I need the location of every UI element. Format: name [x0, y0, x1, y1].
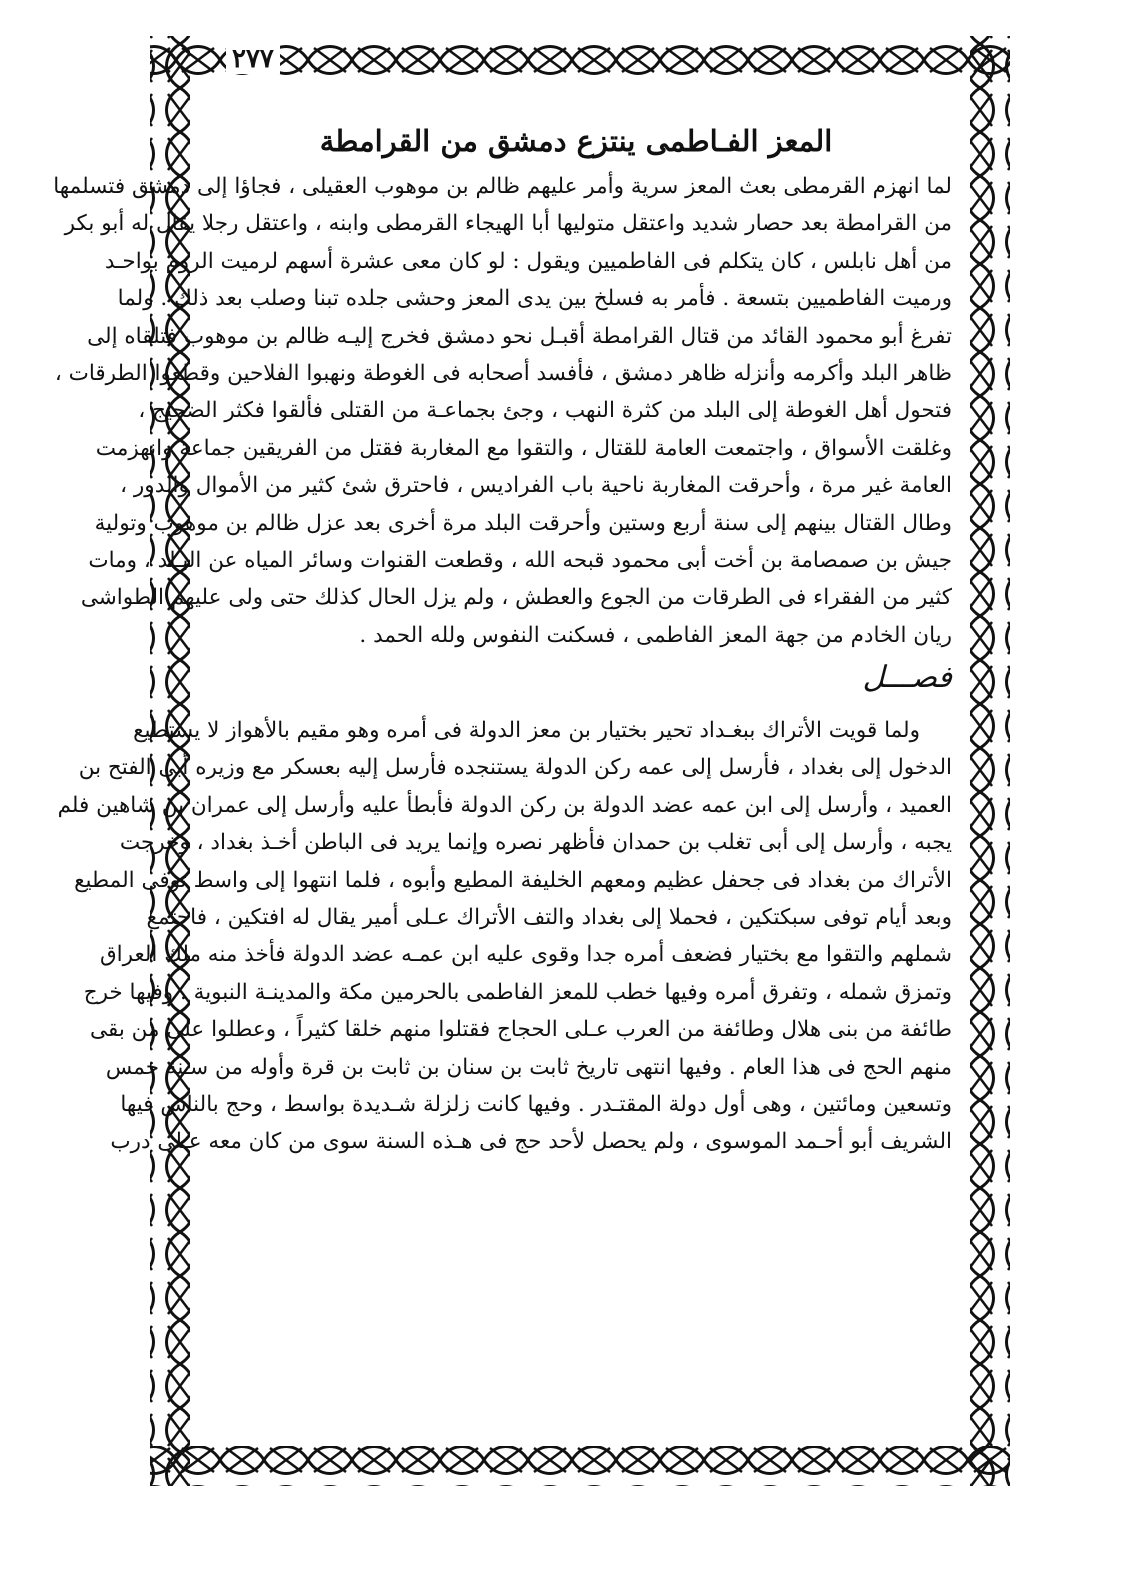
paragraph-2 [57, 712, 952, 1161]
paragraph-1 [53, 168, 952, 654]
text-line: شملهم والتقوا مع بختيار فضعف أمره جدا وقوى عليه ابن عمـه عضد الدولة فأخذ منه ملك العراق [99, 942, 952, 968]
text-line: من أهل نابلس ، كان يتكلم فى الفاطميين ويقول : لو كان معى عشرة أسهم لرميت الروم بواحـد [104, 248, 952, 274]
text-line: فتحول أهل الغوطة إلى البلد من كثرة النهب ، وجئ بجماعـة من القتلى فألقوا فكثر الضجيج ، [138, 398, 952, 424]
text-line: يجبه ، وأرسل إلى أبى تغلب بن حمدان فأظهر نصره وإنما يريد فى الباطن أخـذ بغداد ، وخرجت [119, 830, 952, 856]
text-line: الشريف أبو أحـمد الموسوى ، ولم يحصل لأحد حج فى هـذه السنة سوى من كان معه عـلى درب [110, 1129, 952, 1155]
text-line: كثير من الفقراء فى الطرقات من الجوع والعطش ، ولم يزل الحال كذلك حتى ولى عليهم الطواشى [80, 585, 952, 611]
chapter-title: المعز الفـاطمى ينتزع دمشق من القرامطة [319, 124, 833, 158]
text-line: منهم الحج فى هذا العام . وفيها انتهى تاريخ ثابت بن سنان بن ثابت بن قرة وأوله من سـنة خمس [105, 1054, 952, 1080]
text-line: وغلقت الأسواق ، واجتمعت العامة للقتال ، والتقوا مع المغاربة فقتل من الفريقين جماعة وانهزمت [95, 435, 952, 461]
text-line: ظاهر البلد وأكرمه وأنزله ظاهر دمشق ، فأفسد أصحابه فى الغوطة ونهبوا الفلاحين وقطعوا الطرقات ، [54, 360, 952, 386]
text-line: العامة غير مرة ، وأحرقت المغاربة ناحية باب الفراديس ، فاحترق شئ كثير من الأموال والدور ، [120, 473, 952, 499]
text-line: تفرغ أبو محمود القائد من قتال القرامطة أقبـل نحو دمشق فخرج إليـه ظالم بن موهوب فتلقاه إلى [87, 323, 952, 349]
text-line: وطال القتال بينهم إلى سنة أربع وستين وأحرقت البلد مرة أخرى بعد عزل ظالم بن موهوب وتولية [94, 510, 952, 536]
text-line: وتسعين ومائتين ، وهى أول دولة المقتـدر . وفيها كانت زلزلة شـديدة بواسط ، وحج بالناس فيها [120, 1091, 952, 1117]
text-line: لما انهزم القرمطى بعث المعز سرية وأمر عليهم ظالم بن موهوب العقيلى ، فجاؤا إلى دمشق فتسلمها [53, 174, 952, 199]
text-line: ولما قويت الأتراك ببغـداد تحير بختيار بن معز الدولة فى أمره وهو مقيم بالأهواز لا يستطيع [133, 718, 920, 744]
text-line: وبعد أيام توفى سبكتكين ، فحملا إلى بغداد والتف الأتراك عـلى أمير يقال له افتكين ، فاجتمع [146, 905, 952, 931]
text-line: من القرامطة بعد حصار شديد واعتقل متوليها أبا الهيجاء القرمطى وابنه ، واعتقل رجلا يقال له أبو بكر [64, 211, 952, 237]
text-line: وتمزق شمله ، وتفرق أمره وفيها خطب للمعز الفاطمى بالحرمين مكة والمدينـة النبوية . وفيها خرج [83, 979, 952, 1005]
section-heading: فصـــل [862, 660, 952, 696]
text-line: ريان الخادم من جهة المعز الفاطمى ، فسكنت النفوس ولله الحمد . [359, 622, 952, 648]
text-line: العميد ، وأرسل إلى ابن عمه عضد الدولة بن ركن الدولة فأبطأ عليه وأرسل إلى عمران بن شاهين فلم [57, 792, 952, 818]
text-line: الدخول إلى بغداد ، فأرسل إلى عمه ركن الدولة يستنجده فأرسل إليه بعسكر مع وزيره أبى الفتح بن [78, 755, 952, 781]
page-body [53, 118, 952, 1161]
text-line: ورميت الفاطميين بتسعة . فأمر به فسلخ بين يدى المعز وحشى جلده تبنا وصلب بعد ذلك . ولما [117, 286, 952, 312]
text-line: طائفة من بنى هلال وطائفة من العرب عـلى الحجاج فقتلوا منهم خلقا كثيراً ، وعطلوا على من بقى [90, 1017, 952, 1043]
text-line: الأتراك من بغداد فى جحفل عظيم ومعهم الخليفة المطيع وأبوه ، فلما انتهوا إلى واسط توفى المطيع [74, 867, 952, 893]
page-number: ٢٧٧ [226, 44, 280, 74]
text-line: جيش بن صمصامة بن أخت أبى محمود قبحه الله ، وقطعت القنوات وسائر المياه عن البـلد ، ومات [88, 547, 952, 573]
